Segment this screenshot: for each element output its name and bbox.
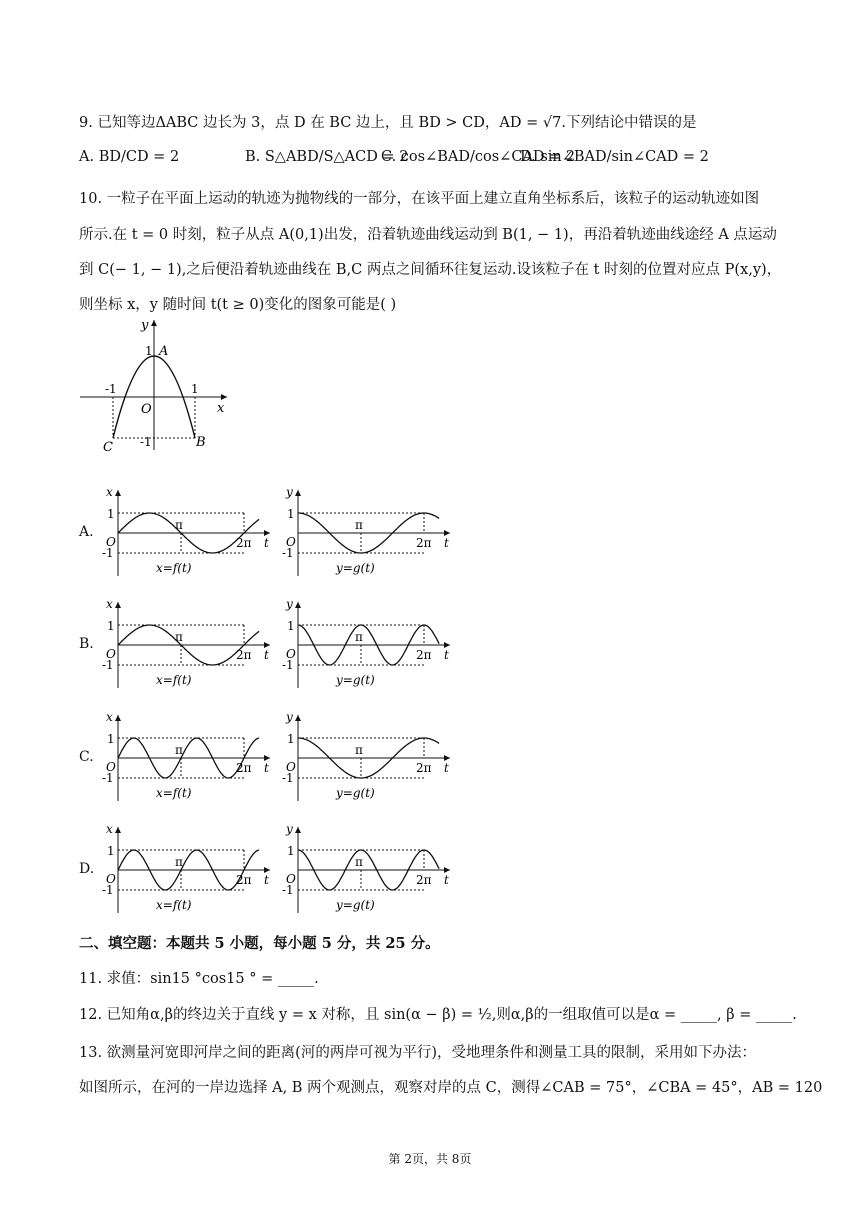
- t-label: t: [444, 648, 449, 662]
- origin-label: O: [106, 760, 116, 774]
- origin-label: O: [286, 647, 296, 661]
- y-graph-b: [282, 597, 450, 688]
- t-label: t: [264, 536, 269, 550]
- caption: x=f(t): [156, 786, 192, 800]
- q9-option-c: C. cos∠BAD/cos∠CAD = 2: [381, 149, 576, 165]
- axis-label: x: [106, 597, 113, 611]
- tick-pi: π: [355, 855, 363, 869]
- origin-label: O: [106, 535, 116, 549]
- q10-line-3: 到 C(− 1, − 1),之后便沿着轨迹曲线在 B,C 两点之间循环往复运动.设该粒子在 t 时刻的位置对应点 P(x,y)，: [79, 262, 782, 278]
- x-graph-b: [102, 597, 270, 688]
- section-2-heading: 二、填空题：本题共 5 小题，每小题 5 分，共 25 分。: [79, 935, 440, 952]
- x-graph-a: [102, 485, 270, 576]
- t-label: t: [264, 873, 269, 887]
- caption: x=f(t): [156, 561, 192, 575]
- svg-text:x: x: [217, 401, 225, 416]
- q12: 12. 已知角α,β的终边关于直线 y = x 对称，且 sin(α − β) = ½,则α,β的一组取值可以是α = _____, β = _____.: [79, 1007, 797, 1023]
- choice-graphs-b: [96, 596, 466, 696]
- axis-label: y: [286, 485, 293, 499]
- parabola-figure: [75, 315, 235, 460]
- choice-graphs-d: [96, 821, 466, 921]
- svg-text:O: O: [141, 402, 152, 417]
- tick-pi: π: [355, 743, 363, 757]
- origin-label: O: [286, 872, 296, 886]
- x-graph-c: [102, 710, 270, 801]
- tick-pi: π: [175, 630, 183, 644]
- tick-one: 1: [287, 732, 295, 746]
- origin-label: O: [106, 872, 116, 886]
- svg-text:1: 1: [191, 382, 199, 396]
- tick-neg-one: -1: [282, 658, 294, 672]
- origin-label: O: [106, 647, 116, 661]
- tick-one: 1: [107, 844, 115, 858]
- caption: y=g(t): [336, 561, 375, 575]
- caption: y=g(t): [336, 673, 375, 687]
- tick-pi: π: [355, 518, 363, 532]
- tick-two-pi: 2π: [416, 873, 432, 887]
- tick-neg-one: -1: [282, 546, 294, 560]
- t-label: t: [264, 648, 269, 662]
- page-footer: 第 2页，共 8页: [388, 1152, 472, 1166]
- choice-graphs-a: [96, 484, 466, 584]
- q9-stem: 9. 已知等边ΔABC 边长为 3，点 D 在 BC 边上，且 BD > CD，AD = √7.下列结论中错误的是: [79, 115, 697, 131]
- tick-two-pi: 2π: [416, 536, 432, 550]
- axis-label: x: [106, 485, 113, 499]
- tick-neg-one: -1: [102, 546, 114, 560]
- tick-one: 1: [107, 732, 115, 746]
- tick-pi: π: [355, 630, 363, 644]
- y-graph-a: [282, 485, 450, 576]
- t-label: t: [444, 536, 449, 550]
- svg-text:B: B: [196, 435, 206, 450]
- q13-line-1: 13. 欲测量河宽即河岸之间的距离(河的两岸可视为平行)，受地理条件和测量工具的限制，采用如下办法：: [79, 1045, 756, 1061]
- tick-two-pi: 2π: [416, 761, 432, 775]
- axis-label: x: [106, 710, 113, 724]
- tick-pi: π: [175, 518, 183, 532]
- tick-two-pi: 2π: [416, 648, 432, 662]
- tick-neg-one: -1: [102, 883, 114, 897]
- choice-graphs-c: [96, 709, 466, 809]
- tick-one: 1: [107, 619, 115, 633]
- tick-one: 1: [287, 619, 295, 633]
- t-label: t: [264, 761, 269, 775]
- choice-label-a: A.: [79, 524, 94, 540]
- tick-two-pi: 2π: [236, 536, 252, 550]
- q13-line-2: 如图所示，在河的一岸边选择 A, B 两个观测点，观察对岸的点 C，测得∠CAB = 75°，∠CBA = 45°，AB = 120: [79, 1080, 823, 1096]
- choice-label-c: C.: [79, 749, 94, 765]
- tick-two-pi: 2π: [236, 761, 252, 775]
- axis-label: y: [286, 597, 293, 611]
- caption: x=f(t): [156, 673, 192, 687]
- axis-label: x: [106, 822, 113, 836]
- origin-label: O: [286, 760, 296, 774]
- svg-text:C: C: [103, 440, 113, 455]
- q11: 11. 求值：sin15 °cos15 ° = _____.: [79, 971, 319, 987]
- tick-two-pi: 2π: [236, 873, 252, 887]
- tick-neg-one: -1: [102, 658, 114, 672]
- tick-neg-one: -1: [282, 771, 294, 785]
- tick-pi: π: [175, 743, 183, 757]
- q9-option-b: B. S△ABD/S△ACD = 2: [245, 149, 409, 165]
- svg-text:1: 1: [145, 344, 153, 358]
- svg-text:y: y: [141, 318, 149, 333]
- q10-line-4: 则坐标 x，y 随时间 t(t ≥ 0)变化的图象可能是( ): [79, 297, 397, 313]
- y-graph-d: [282, 822, 450, 913]
- y-graph-c: [282, 710, 450, 801]
- tick-one: 1: [287, 507, 295, 521]
- q10-line-2: 所示.在 t = 0 时刻，粒子从点 A(0,1)出发，沿着轨迹曲线运动到 B(1, − 1)，再沿着轨迹曲线途经 A 点运动: [79, 227, 777, 243]
- caption: y=g(t): [336, 786, 375, 800]
- caption: x=f(t): [156, 898, 192, 912]
- tick-neg-one: -1: [102, 771, 114, 785]
- x-graph-d: [102, 822, 270, 913]
- svg-text:A: A: [159, 344, 169, 359]
- tick-two-pi: 2π: [236, 648, 252, 662]
- choice-label-d: D.: [79, 861, 95, 877]
- choice-label-b: B.: [79, 636, 94, 652]
- t-label: t: [444, 873, 449, 887]
- tick-pi: π: [175, 855, 183, 869]
- svg-text:-1: -1: [105, 382, 117, 396]
- origin-label: O: [286, 535, 296, 549]
- tick-neg-one: -1: [282, 883, 294, 897]
- caption: y=g(t): [336, 898, 375, 912]
- svg-text:-1: -1: [140, 435, 152, 449]
- axis-label: y: [286, 822, 293, 836]
- tick-one: 1: [107, 507, 115, 521]
- q10-line-1: 10. 一粒子在平面上运动的轨迹为抛物线的一部分，在该平面上建立直角坐标系后，该粒子的运动轨迹如图: [79, 191, 760, 207]
- t-label: t: [444, 761, 449, 775]
- axis-label: y: [286, 710, 293, 724]
- q9-option-a: A. BD/CD = 2: [79, 149, 180, 165]
- tick-one: 1: [287, 844, 295, 858]
- q9-option-d: D. sin∠BAD/sin∠CAD = 2: [520, 149, 709, 165]
